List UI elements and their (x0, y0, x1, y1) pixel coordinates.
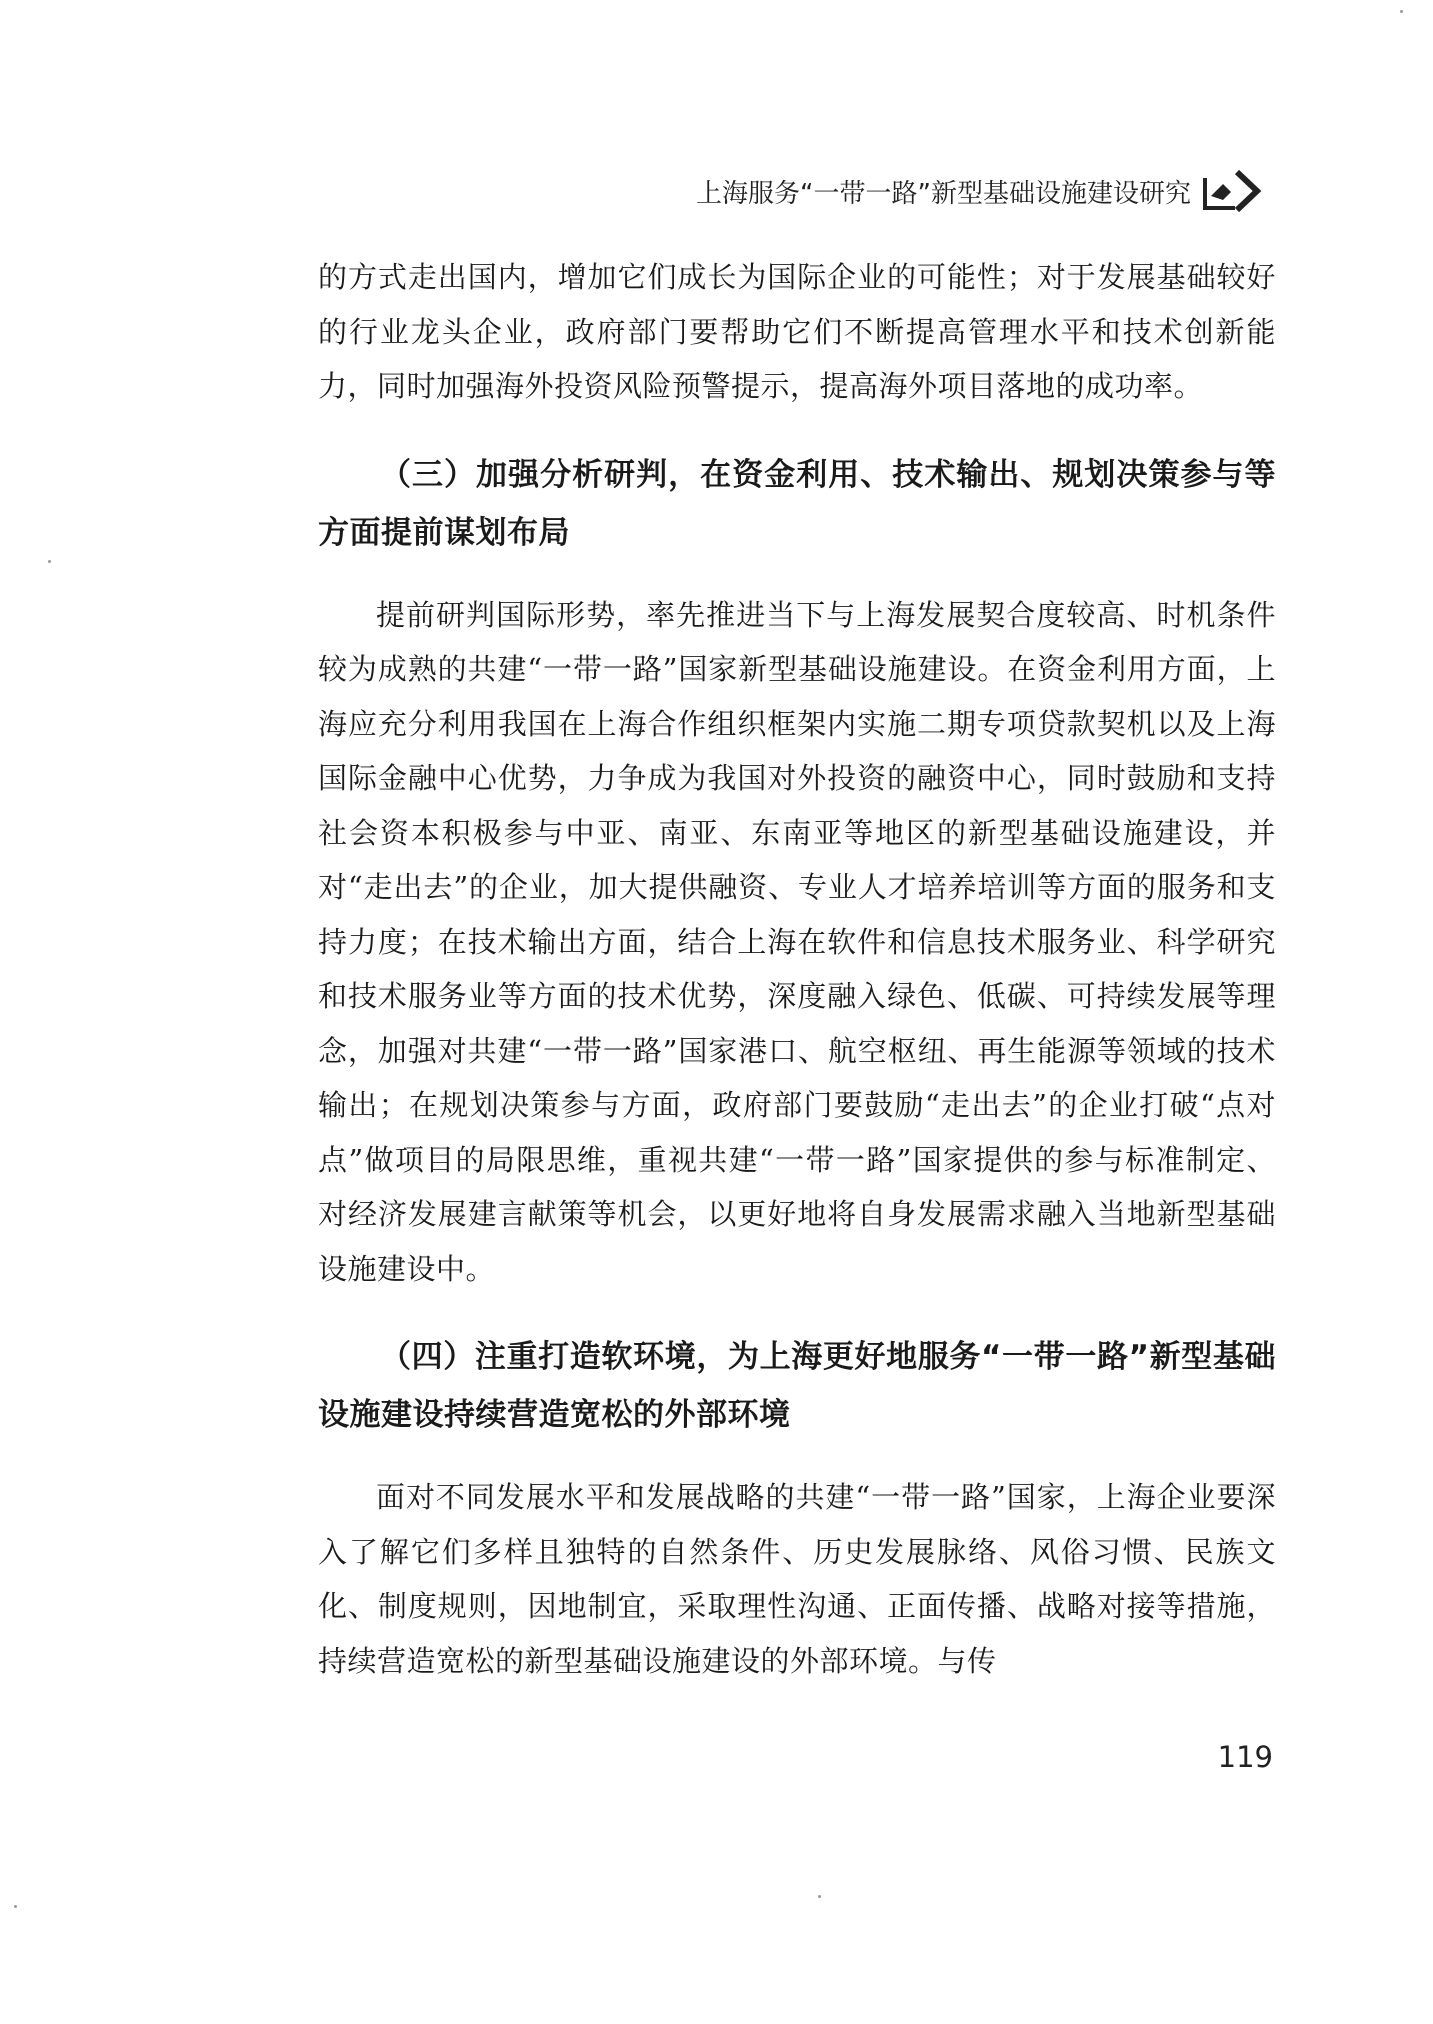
running-title: 上海服务“一带一路”新型基础设施建设研究 (696, 178, 1191, 209)
body-paragraph: 提前研判国际形势，率先推进当下与上海发展契合度较高、时机条件较为成熟的共建“一带一路”国家新型基础设施建设。在资金利用方面，上海应充分利用我国在上海合作组织框架内实施二期专项贷款契机以及上海国际金融中心优势，力争成为我国对外投资的融资中心，同时鼓励和支持社会资本积极参与中亚、南亚、东南亚等地区的新型基础设施建设，并对“走出去”的企业，加大提供融资、专业人才培养培训等方面的服务和支持力度；在技术输出方面，结合上海在软件和信息技术服务业、科学研究和技术服务业等方面的技术优势，深度融入绿色、低碳、可持续发展等理念，加强对共建“一带一路”国家港口、航空枢纽、再生能源等领域的技术输出；在规划决策参与方面，政府部门要鼓励“走出去”的企业打破“点对点”做项目的局限思维，重视共建“一带一路”国家提供的参与标准制定、对经济发展建言献策等机会，以更好地将自身发展需求融入当地新型基础设施建设中。 (318, 597, 1276, 1286)
section-heading: （四）注重打造软环境，为上海更好地服务“一带一路”新型基础设施建设持续营造宽松的外部环境 (318, 1339, 1276, 1433)
page-body (318, 250, 1276, 1688)
book-arrow-icon (1201, 168, 1263, 214)
running-header (696, 166, 1263, 216)
scan-speck (48, 560, 51, 563)
scan-speck (14, 1905, 17, 1908)
page-number: 119 (1217, 1740, 1273, 1774)
body-paragraph: 面对不同发展水平和发展战略的共建“一带一路”国家，上海企业要深入了解它们多样且独特的自然条件、历史发展脉络、风俗习惯、民族文化、制度规则，因地制宜，采取理性沟通、正面传播、战略对接等措施，持续营造宽松的新型基础设施建设的外部环境。与传 (318, 1480, 1276, 1678)
scan-speck (818, 1895, 821, 1898)
body-paragraph: 的方式走出国内，增加它们成长为国际企业的可能性；对于发展基础较好的行业龙头企业，政府部门要帮助它们不断提高管理水平和技术创新能力，同时加强海外投资风险预警提示，提高海外项目落地的成功率。 (318, 260, 1276, 403)
section-heading: （三）加强分析研判，在资金利用、技术输出、规划决策参与等方面提前谋划布局 (318, 456, 1276, 551)
scan-speck (1400, 10, 1403, 13)
